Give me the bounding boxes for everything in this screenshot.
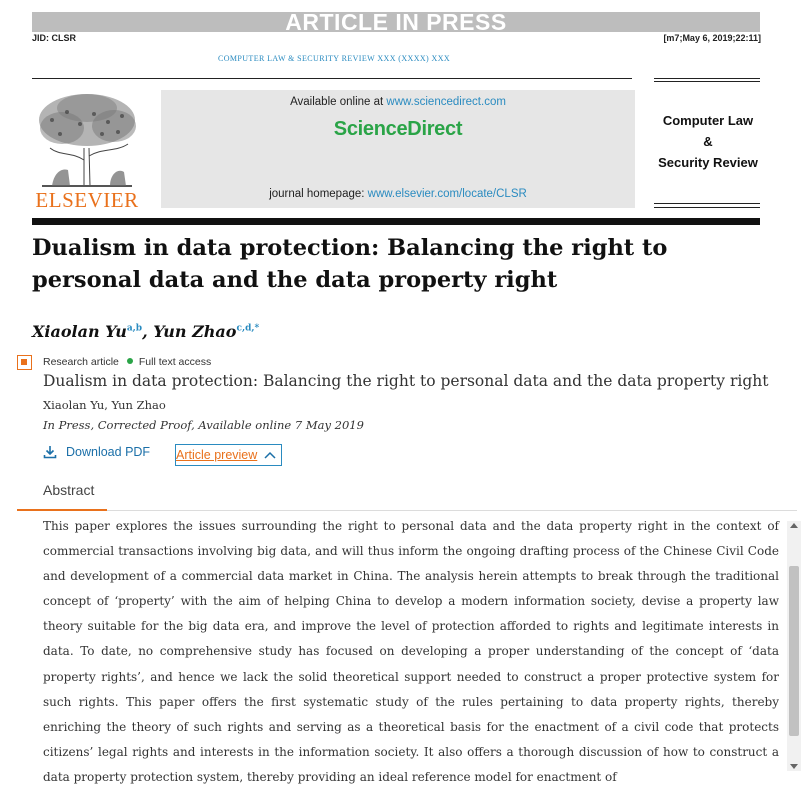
sciencedirect-link: www.sciencedirect.com: [386, 96, 506, 108]
select-article-checkbox[interactable]: [17, 355, 32, 370]
affiliation-marker: c,d,*: [236, 323, 260, 334]
download-icon: [43, 445, 57, 459]
abstract-scrollbar[interactable]: [787, 521, 801, 771]
jid-label: JID: CLSR: [32, 33, 77, 43]
journal-name: [654, 110, 762, 173]
homepage-prefix: journal homepage:: [269, 188, 368, 200]
scrollbar-thumb[interactable]: [789, 566, 799, 736]
divider: [654, 81, 760, 82]
available-online-line: [161, 96, 635, 108]
tab-abstract[interactable]: Abstract: [43, 482, 95, 498]
journal-homepage-line: [161, 188, 635, 200]
author-separator: ,: [142, 322, 154, 341]
sciencedirect-box: [161, 90, 635, 208]
abstract-text: This paper explores the issues surrounding the right to personal data and the data property right in the context of commercial transactions involving big data, and will thus inform the ongoing drafting process of the Chinese Civil Code and development of a commercial data market in China. The analysis herein attempts to break through the traditional concept of ‘property’ with the aim of helping China to develop a modern information society, devise a property law theory suitable for the big data era, and improve the level of protection afforded to rights and legitimate interests in data. To date, no comprehensive study has focused on developing a proper understanding of the concept of ‘data property rights’, and hence we lack the solid theoretical support needed to construct a proper protective system for such rights. This paper offers the first systematic study of the rules pertaining to data property rights, thereby enriching the theory of such rights and serving as a theoretical basis for the enactment of a civil code that protects citizens’ legal rights and interests in the information society. It also offers a thorough discussion of how to construct a data property protection system, thereby providing an ideal reference model for enactment of: [43, 519, 779, 784]
article-type: Research article: [43, 356, 119, 368]
pdf-paper-authors: [32, 322, 259, 341]
sciencedirect-wordmark: ScienceDirect: [333, 118, 463, 140]
scroll-up-arrow-icon[interactable]: [790, 523, 798, 528]
journal-running-head: COMPUTER LAW & SECURITY REVIEW XXX (XXXX) XXX: [217, 54, 451, 63]
download-pdf-label: Download PDF: [66, 445, 151, 459]
journal-name-line: Security Review: [658, 155, 758, 170]
available-prefix: Available online at: [290, 96, 387, 108]
article-title-link[interactable]: Dualism in data protection: Balancing the right to personal data and the data property right: [43, 372, 769, 390]
access-label: Full text access: [138, 356, 212, 368]
article-in-press-banner: ARTICLE IN PRESS: [32, 12, 760, 32]
journal-homepage-link: www.elsevier.com/locate/CLSR: [367, 188, 527, 200]
divider: [654, 203, 760, 204]
author-name: Xiaolan Yu: [32, 322, 127, 341]
download-pdf-button[interactable]: [43, 445, 150, 459]
journal-name-line: Computer Law: [662, 113, 754, 128]
article-preview-label: Article preview: [176, 448, 258, 462]
thick-divider: [32, 218, 760, 225]
active-tab-indicator: [17, 509, 107, 511]
access-dot-icon: [127, 358, 133, 364]
elsevier-wordmark: ELSEVIER: [35, 188, 139, 212]
article-result-card: [0, 345, 807, 793]
article-authors: Xiaolan Yu, Yun Zhao: [43, 398, 166, 412]
tab-divider: [17, 510, 797, 511]
scroll-down-arrow-icon[interactable]: [790, 764, 798, 769]
pdf-preview: [0, 0, 807, 345]
abstract-scroll-area[interactable]: [0, 515, 787, 784]
divider: [32, 78, 632, 79]
author-name: Yun Zhao: [153, 322, 237, 341]
article-meta: [43, 356, 211, 368]
affiliation-marker: a,b: [126, 323, 143, 334]
article-status: In Press, Corrected Proof, Available online 7 May 2019: [43, 418, 364, 432]
journal-name-line: &: [703, 134, 713, 149]
date-stamp: [m7;May 6, 2019;22:11]: [663, 33, 761, 43]
chevron-up-icon: [263, 450, 277, 460]
article-preview-button[interactable]: [175, 444, 282, 466]
pdf-paper-title: Dualism in data protection: Balancing the right to personal data and the data property right: [32, 235, 668, 293]
divider: [654, 78, 760, 79]
divider: [654, 207, 760, 208]
